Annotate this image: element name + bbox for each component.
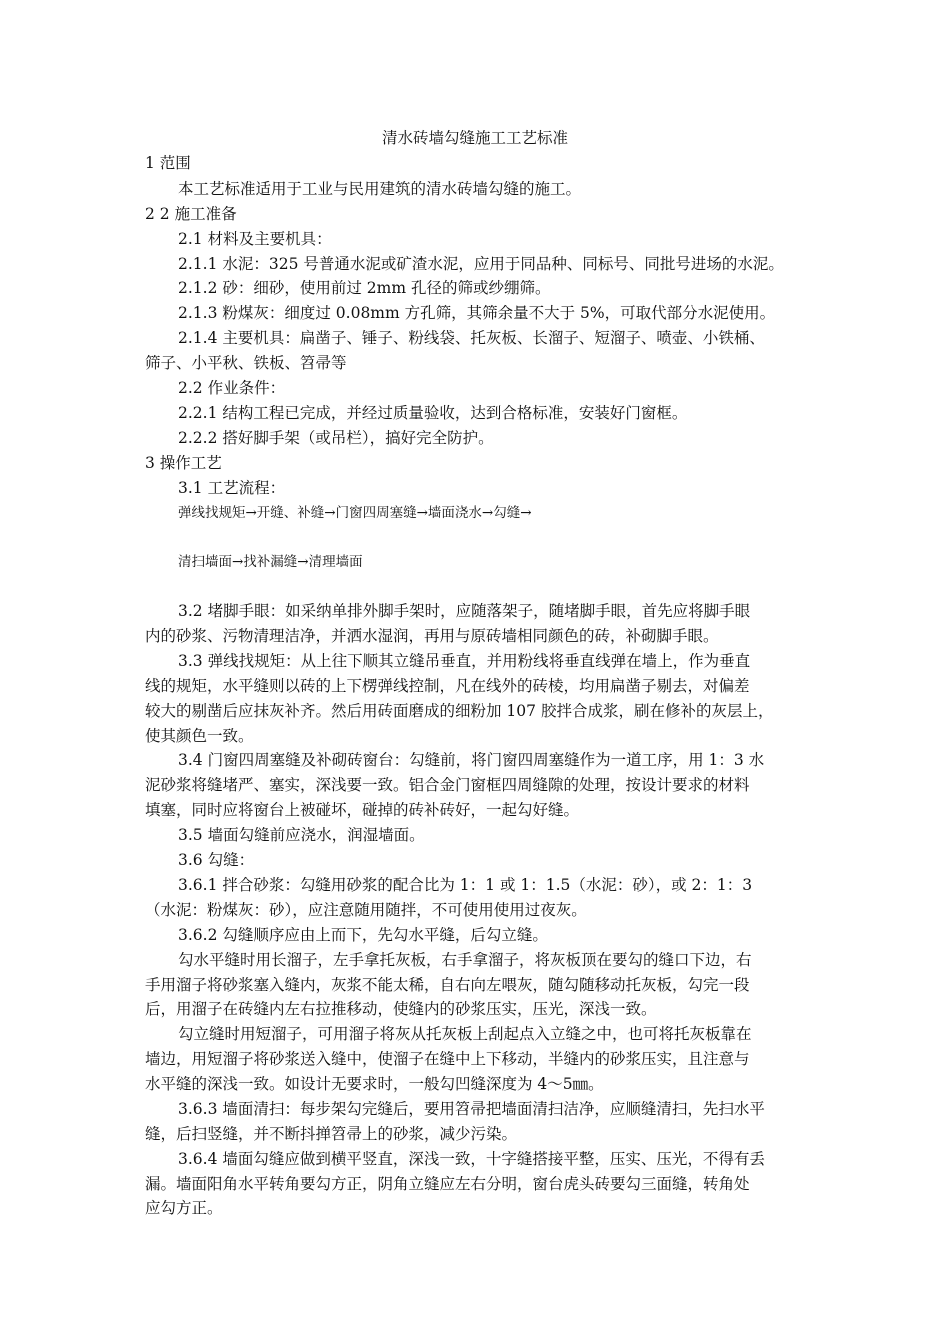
paragraph-line: 较大的剔凿后应抹灰补齐。然后用砖面磨成的细粉加 107 胶拌合成浆，刷在修补的灰层上，: [145, 702, 774, 720]
paragraph-line: 填塞，同时应将窗台上被碰坏，碰掉的砖补砖好，一起勾好缝。: [145, 801, 580, 819]
paragraph-line: 3.6.2 勾缝顺序应由上而下，先勾水平缝，后勾立缝。: [178, 926, 548, 944]
document-title: 清水砖墙勾缝施工工艺标准: [381, 129, 568, 147]
paragraph-line: 漏。墙面阳角水平转角要勾方正，阴角立缝应左右分明，窗台虎头砖要勾三面缝，转角处: [145, 1175, 750, 1193]
subsection-heading: 2.2 作业条件：: [178, 379, 286, 397]
paragraph-line: 使其颜色一致。: [145, 727, 254, 745]
paragraph-line: （水泥：粉煤灰：砂），应注意随用随拌，不可使用使用过夜灰。: [145, 901, 587, 919]
paragraph-line: 2.1.4 主要机具：扁凿子、锤子、粉线袋、托灰板、长溜子、短溜子、喷壶、小铁桶、: [178, 329, 765, 347]
subsection-heading: 2.1 材料及主要机具：: [178, 230, 332, 248]
paragraph-line: 3.4 门窗四周塞缝及补砌砖窗台：勾缝前，将门窗四周塞缝作为一道工序，用 1：3 水: [178, 751, 765, 769]
paragraph-line: 后，用溜子在砖缝内左右拉推移动，使缝内的砂浆压实，压光，深浅一致。: [145, 1000, 657, 1018]
paragraph-line: 3.3 弹线找规矩：从上往下顺其立缝吊垂直，并用粉线将垂直线弹在墙上，作为垂直: [178, 652, 751, 670]
paragraph-line: 2.2.1 结构工程已完成，并经过质量验收，达到合格标准，安装好门窗框。: [178, 404, 688, 422]
section-heading-operation: 3 操作工艺: [145, 454, 222, 472]
section-heading-scope: 1 范围: [145, 154, 191, 172]
paragraph-line: 2.1.2 砂：细砂，使用前过 2mm 孔径的筛或纱绷筛。: [178, 279, 551, 297]
paragraph-line: 3.5 墙面勾缝前应浇水，润湿墙面。: [178, 826, 425, 844]
process-flow-line: 弹线找规矩→开缝、补缝→门窗四周塞缝→墙面浇水→勾缝→: [178, 505, 532, 521]
subsection-heading: 3.1 工艺流程：: [178, 479, 286, 497]
paragraph-line: 3.6.4 墙面勾缝应做到横平竖直，深浅一致，十字缝搭接平整，压实、压光，不得有丢: [178, 1150, 765, 1168]
paragraph-line: 线的规矩，水平缝则以砖的上下楞弹线控制，凡在线外的砖棱，均用扁凿子剔去，对偏差: [145, 677, 750, 695]
paragraph-line: 3.2 堵脚手眼：如采纳单排外脚手架时，应随落架子，随堵脚手眼，首先应将脚手眼: [178, 602, 751, 620]
paragraph-line: 3.6.3 墙面清扫：每步架勾完缝后，要用笤帚把墙面清扫洁净，应顺缝清扫，先扫水平: [178, 1100, 765, 1118]
paragraph-line: 勾立缝时用短溜子，可用溜子将灰从托灰板上刮起点入立缝之中，也可将托灰板靠在: [178, 1025, 752, 1043]
paragraph-line: 2.1.3 粉煤灰：细度过 0.08mm 方孔筛，其筛余量不大于 5%，可取代部分水泥使用。: [178, 304, 776, 322]
subsection-heading: 3.6 勾缝：: [178, 851, 255, 869]
paragraph-line: 3.6.1 拌合砂浆：勾缝用砂浆的配合比为 1：1 或 1：1.5（水泥：砂），或 2：1：3: [178, 876, 753, 894]
section-heading-preparation: 2 2 施工准备: [145, 205, 237, 223]
paragraph-line: 勾水平缝时用长溜子，左手拿托灰板，右手拿溜子，将灰板顶在要勾的缝口下边，右: [178, 951, 752, 969]
paragraph-line: 2.2.2 搭好脚手架（或吊栏），搞好完全防护。: [178, 429, 494, 447]
paragraph-line: 缝，后扫竖缝，并不断抖掸笤帚上的砂浆，减少污染。: [145, 1125, 518, 1143]
paragraph-line: 泥砂浆将缝堵严、塞实，深浅要一致。铝合金门窗框四周缝隙的处理，按设计要求的材料: [145, 776, 750, 794]
paragraph-line: 内的砂浆、污物清理洁净，并洒水湿润，再用与原砖墙相同颜色的砖，补砌脚手眼。: [145, 627, 719, 645]
paragraph-line: 2.1.1 水泥：325 号普通水泥或矿渣水泥，应用于同品种、同标号、同批号进场的水泥。: [178, 255, 784, 273]
paragraph-line: 手用溜子将砂浆塞入缝内，灰浆不能太稀，自右向左喂灰，随勾随移动托灰板，勾完一段: [145, 976, 750, 994]
paragraph-line: 本工艺标准适用于工业与民用建筑的清水砖墙勾缝的施工。: [178, 180, 582, 198]
paragraph-line: 应勾方正。: [145, 1199, 223, 1217]
paragraph-line: 墙边，用短溜子将砂浆送入缝中，使溜子在缝中上下移动，半缝内的砂浆压实，且注意与: [145, 1050, 750, 1068]
paragraph-line: 水平缝的深浅一致。如设计无要求时，一般勾凹缝深度为 4～5㎜。: [145, 1075, 604, 1093]
paragraph-line: 筛子、小平秋、铁板、笤帚等: [145, 354, 347, 372]
process-flow-line: 清扫墙面→找补漏缝→清理墙面: [178, 554, 363, 570]
